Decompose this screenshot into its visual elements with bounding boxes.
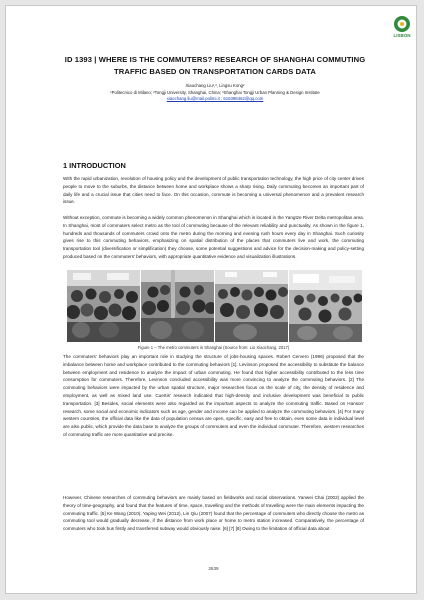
intro-paragraph-3: The commuters' behaviors play an important role in studying the structure of jobs-housing spaces. Robert Cervero (1996) proposed that the imbalance between home and workplace contributed to the commuting behaviors [1]. Levinson proposed the accessibility to substitute the balance between employment and residence to analyze the impact of urban commuting. He found that higher accessibility contributed to the less time consumption for commuters. Therefore, Levinson concluded accessibility was more convincing to analyze the commuting behaviors. [2] The commuting behaviors were impacted by the urban spatial structure, major researches focus on the scale of city, the density of residence and employment, as well as mixed land use. Cuertis' research indicated that high-density and inclusive development was beneficial to public transportation. [3] Besides, social elements were also regarded as the important aspects to analyze the commuting traffic. Based on Hanson' research, some social and economic indicators such as age, gender and income can be applied to analyze the commuting behaviors. [4] For many western countries, the official data like the data of population census are open, specific, easy and free to obtain, even some data in individual level are also public, which provide the data base to analyze the groups of commuters and even the individual commuter. Therefore, western researches of commuting traffic are more quantitative and precise.	[63, 354, 364, 437]
conference-logo	[387, 15, 417, 39]
paper-title: ID 1393 | WHERE IS THE COMMUTERS? RESEARCH OF SHANGHAI COMMUTING TRAFFIC BASED ON TRANSPORTATION CARDS DATA	[64, 55, 366, 76]
section-heading: 1 INTRODUCTION	[63, 161, 126, 170]
logo-text: LISBON	[393, 33, 411, 38]
intro-paragraph-2: Without exception, commute is becoming a widely common phenomenon in Shanghai which is located in the Yangtze River Delta metropolitan area. In Shanghai, most of commuters select metro as the tool of commuting because of the relevant reliability and punctuality. As shown in the figure 1, hundreds and thousands of commuters crowd onto the metro during the morning and evening rush hours every day in Shanghai. Such curiosity gives rise to this commuting behaviors, emphasizing on spatial distribution of the places that commuters live and work, the commuting transportation tool (diversification or simplification) they choose, some potential suggestions and advice for the decision-making and policy-setting produced based on the commuters' behaviors, with appropriate quantitative evidence and visualization illustrations.	[63, 215, 364, 259]
figure-caption: Figure 1 – The metro commuters in Shanghai (Source from: Liu Xiaochang, 2017)	[137, 345, 290, 350]
page-number: 2639	[208, 566, 219, 571]
author-affiliations: ¹Politecnico di Milano; ²Tongji University, Shanghai, China; ³Shanghai Tongji Urban Planning & Design Institute	[110, 89, 320, 95]
author-names: Xiaochang Liu¹,², Lingsu Kong²	[185, 83, 245, 88]
crowd-photo-3	[215, 270, 288, 342]
crowd-photo-1	[67, 270, 140, 342]
paper-page	[5, 5, 417, 594]
author-emails[interactable]: xiaochang.liu@mail.polimi.it ; 616398462@qq.com	[166, 96, 264, 102]
crowd-photo-2	[141, 270, 214, 342]
intro-paragraph-1: With the rapid urbanization, revolution of housing policy and the development of public transportation technology, the high price of city center drives people to move to the suburbs, the distance between home and workplace shows a sharp rising. Daily commuting becomes an important part of daily life and a crucial issue that cities need to face. On this occasion, commute is becoming a universal phenomenon and a prevalent research issue.	[63, 176, 364, 205]
crowd-photo-4	[289, 270, 362, 342]
figure-1	[67, 270, 363, 342]
intro-paragraph-4: However, Chinese researches of commuting behaviors are mainly based on fieldworks and social observations. Yanwei Chai (2002) applied the theory of time-geography, and found that the features of time, space, travelling and the methods of travelling were the main elements impacting the commuting traffic. [5] Ke Wang (2010), Yaping Wei (2012), Lin Qiu (2007) found that the percentage of commuters who directly choose the metro as commuting tool would gradually decrease, if the distance from work place or home to metro station increased. Comparatively, the percentage of commuters who took bus firstly and transferred subway would obviously raise. [6] [7] [8] Owing to the limitation of official data about	[63, 495, 364, 532]
author-block	[60, 83, 370, 103]
